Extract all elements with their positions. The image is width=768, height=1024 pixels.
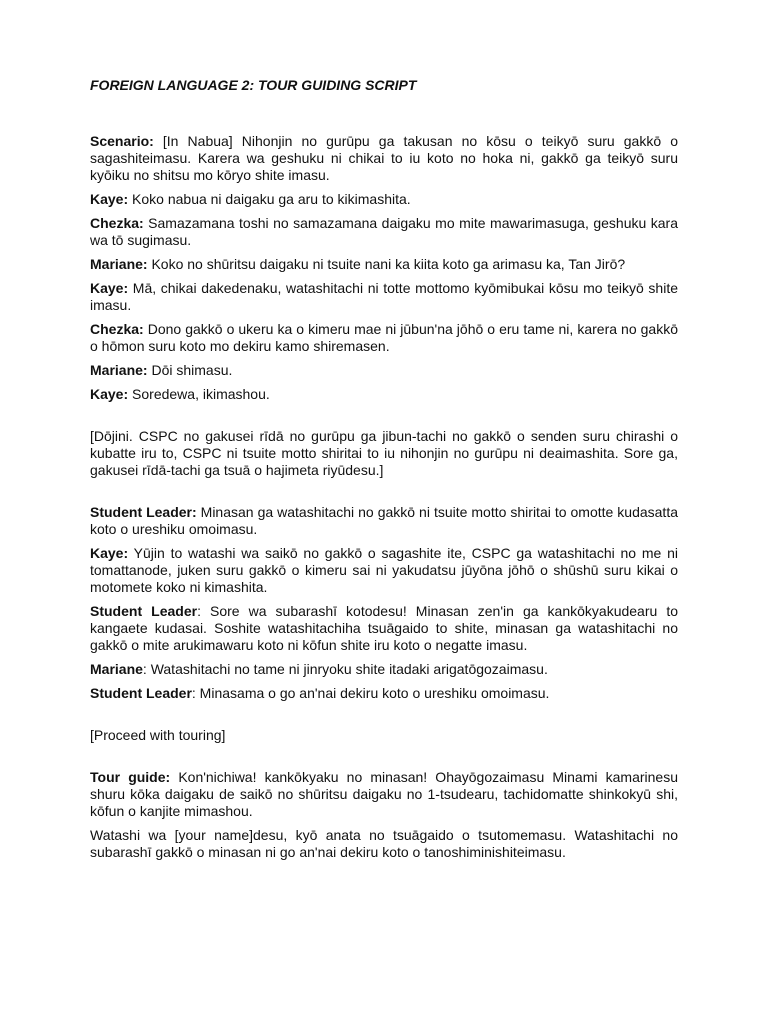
dialogue-line [90,321,678,355]
speaker-name: Chezka: [90,321,144,337]
dialogue-line [90,685,678,702]
line-text: : Minasama o go an'nai dekiru koto o ureshiku omoimasu. [191,685,550,701]
line-text: Koko no shūritsu daigaku ni tsuite nani ka kiita koto ga arimasu ka, Tan Jirō? [147,256,626,272]
speaker-name: Student Leader [90,603,198,619]
speaker-name: Kaye: [90,280,129,296]
speaker-name: Mariane [90,661,143,677]
line-text: Samazamana toshi no samazamana daigaku mo mite mawarimasuga, geshuku kara wa tō sugimasu. [90,215,678,248]
speaker-name: Kaye: [90,191,129,207]
document-page [90,77,678,861]
line-text: Mā, chikai dakedenaku, watashitachi ni totte mottomo kyōmibukai kōsu mo teikyō shite imasu. [90,280,678,313]
scenario-paragraph [90,133,678,184]
speaker-name: Mariane: [90,256,148,272]
dialogue-line [90,769,678,820]
closing-paragraph: Watashi wa [your name]desu, kyō anata no tsuāgaido o tsutomemasu. Watashitachi no subarashī gakkō o minasan ni go an'nai dekiru koto o tanoshiminishiteimasu. [90,827,678,860]
dialogue-line [90,504,678,538]
line-text: Yūjin to watashi wa saikō no gakkō o sagashite ite, CSPC ga watashitachi no me ni tomattanode, juken suru gakkō o kimeru sai ni yakudatsu jūyōna jōhō o shūshū suru kikai o motomete koko ni kimashita. [90,545,678,595]
speaker-name: Student Leader: [90,504,197,520]
dialogue-line [90,386,678,403]
dialogue-line [90,603,678,654]
speaker-name: Tour guide: [90,769,171,785]
line-text: Kon'nichiwa! kankōkyaku no minasan! Ohayōgozaimasu Minami kamarinesu shuru kōka daigaku de saikō no shūritsu daigaku no 1-tsudearu, tachidomatte shinkokyū shi, kōfun o kanjite mimashou. [90,769,678,819]
line-text: Koko nabua ni daigaku ga aru to kikimashita. [128,191,411,207]
line-text: Soredewa, ikimashou. [128,386,270,402]
line-text: Dōi shimasu. [147,362,233,378]
line-text: Minasan ga watashitachi no gakkō ni tsuite motto shiritai to omotte kudasatta koto o ureshiku omoimasu. [90,504,678,537]
speaker-name: Student Leader [90,685,192,701]
line-text: : Watashitachi no tame ni jinryoku shite itadaki arigatōgozaimasu. [142,661,548,677]
dialogue-line [90,661,678,678]
dialogue-line [90,191,678,208]
line-text: : Sore wa subarashī kotodesu! Minasan zen'in ga kankōkyakudearu to kangaete kudasai. Soshite watashitachiha tsuāgaido to shite, minasan ga watashitachi no gakkō o mite arukimawaru koto ni kōfun shite iru koto o negatte imasu. [90,603,678,653]
line-text: Dono gakkō o ukeru ka o kimeru mae ni jūbun'na jōhō o eru tame ni, karera no gakkō o hōmon suru koto mo dekiru kamo shiremasen. [90,321,678,354]
dialogue-line [90,215,678,249]
dialogue-line [90,280,678,314]
proceed-note: [Proceed with touring] [90,727,226,743]
dialogue-line [90,256,678,273]
scenario-label: Scenario: [90,133,154,149]
speaker-name: Kaye: [90,386,129,402]
document-title: FOREIGN LANGUAGE 2: TOUR GUIDING SCRIPT [90,77,417,93]
narration-paragraph: [Dōjini. CSPC no gakusei rīdā no gurūpu ga jibun-tachi no gakkō o senden suru chirashi o kubatte iru to, CSPC ni tsuite motto shiritai to iu nihonjin no gurūpu ni deaimashita. Sore ga, gakusei rīdā-tachi ga tsuā o hajimeta riyūdesu.] [90,428,678,478]
dialogue-line [90,545,678,596]
dialogue-line [90,362,678,379]
speaker-name: Chezka: [90,215,144,231]
scenario-text: [In Nabua] Nihonjin no gurūpu ga takusan no kōsu o teikyō suru gakkō o sagashiteimasu. Karera wa geshuku ni chikai to iu koto no hoka ni, gakkō ga teikyō suru kyōiku no shitsu mo kōryo shite imasu. [90,133,678,183]
speaker-name: Kaye: [90,545,129,561]
speaker-name: Mariane: [90,362,148,378]
